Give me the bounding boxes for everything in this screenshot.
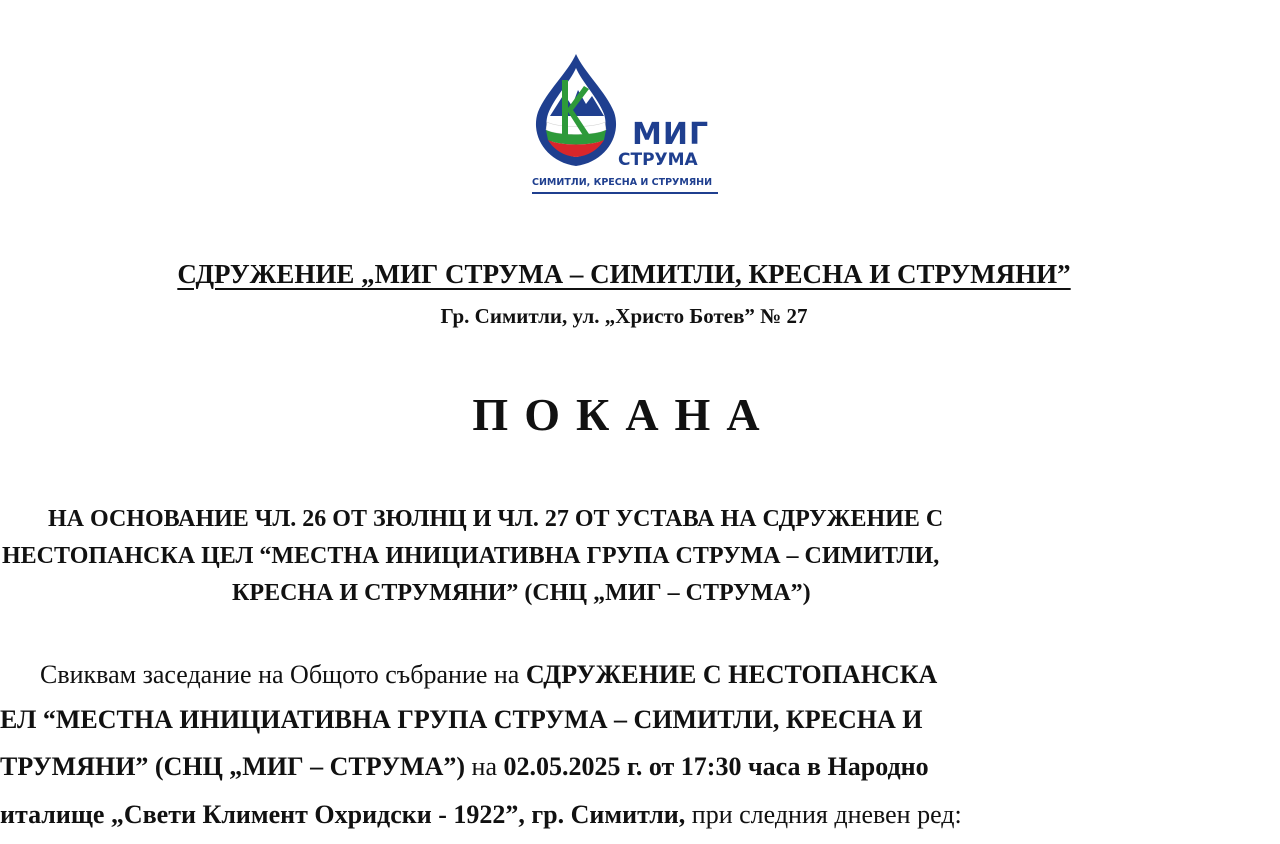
body-line-3 xyxy=(0,752,929,782)
organization-title xyxy=(0,259,1248,290)
body-text-bold: 02.05.2025 г. от 17:30 часа в Народно xyxy=(503,752,929,781)
body-text-bold: италище „Свети Климент Охридски - 1922”, гр. Симитли, xyxy=(0,800,686,829)
organization-logo xyxy=(528,50,728,205)
logo-name-second: СТРУМА xyxy=(618,150,698,170)
body-text: Свиквам заседание на Общото събрание на xyxy=(40,660,526,689)
body-text-bold: ТРУМЯНИ” (СНЦ „МИГ – СТРУМА”) xyxy=(0,752,466,781)
body-text: на xyxy=(465,752,504,781)
legal-basis-line-1: НА ОСНОВАНИЕ ЧЛ. 26 ОТ ЗЮЛНЦ И ЧЛ. 27 ОТ УСТАВА НА СДРУЖЕНИЕ С xyxy=(48,506,944,532)
body-line-1 xyxy=(40,660,937,690)
organization-address: Гр. Симитли, ул. „Христо Ботев” № 27 xyxy=(440,304,808,328)
logo-subtitle: СИМИТЛИ, КРЕСНА И СТРУМЯНИ xyxy=(532,178,718,194)
legal-basis-line-2: НЕСТОПАНСКА ЦЕЛ “МЕСТНА ИНИЦИАТИВНА ГРУПА СТРУМА – СИМИТЛИ, xyxy=(2,543,940,569)
body-text-bold: СДРУЖЕНИЕ С НЕСТОПАНСКА xyxy=(525,660,938,689)
body-line-2: ЕЛ “МЕСТНА ИНИЦИАТИВНА ГРУПА СТРУМА – СИМИТЛИ, КРЕСНА И xyxy=(0,705,923,734)
organization-title-text: СДРУЖЕНИЕ „МИГ СТРУМА – СИМИТЛИ, КРЕСНА И СТРУМЯНИ” xyxy=(177,259,1071,289)
body-line-4 xyxy=(0,800,962,830)
logo-emblem-icon xyxy=(528,50,628,175)
logo-name-main: МИГ xyxy=(632,117,710,152)
legal-basis-line-3: КРЕСНА И СТРУМЯНИ” (СНЦ „МИГ – СТРУМА”) xyxy=(232,580,811,606)
document-title: ПОКАНА xyxy=(472,389,776,440)
body-text: при следния дневен ред: xyxy=(685,800,962,829)
